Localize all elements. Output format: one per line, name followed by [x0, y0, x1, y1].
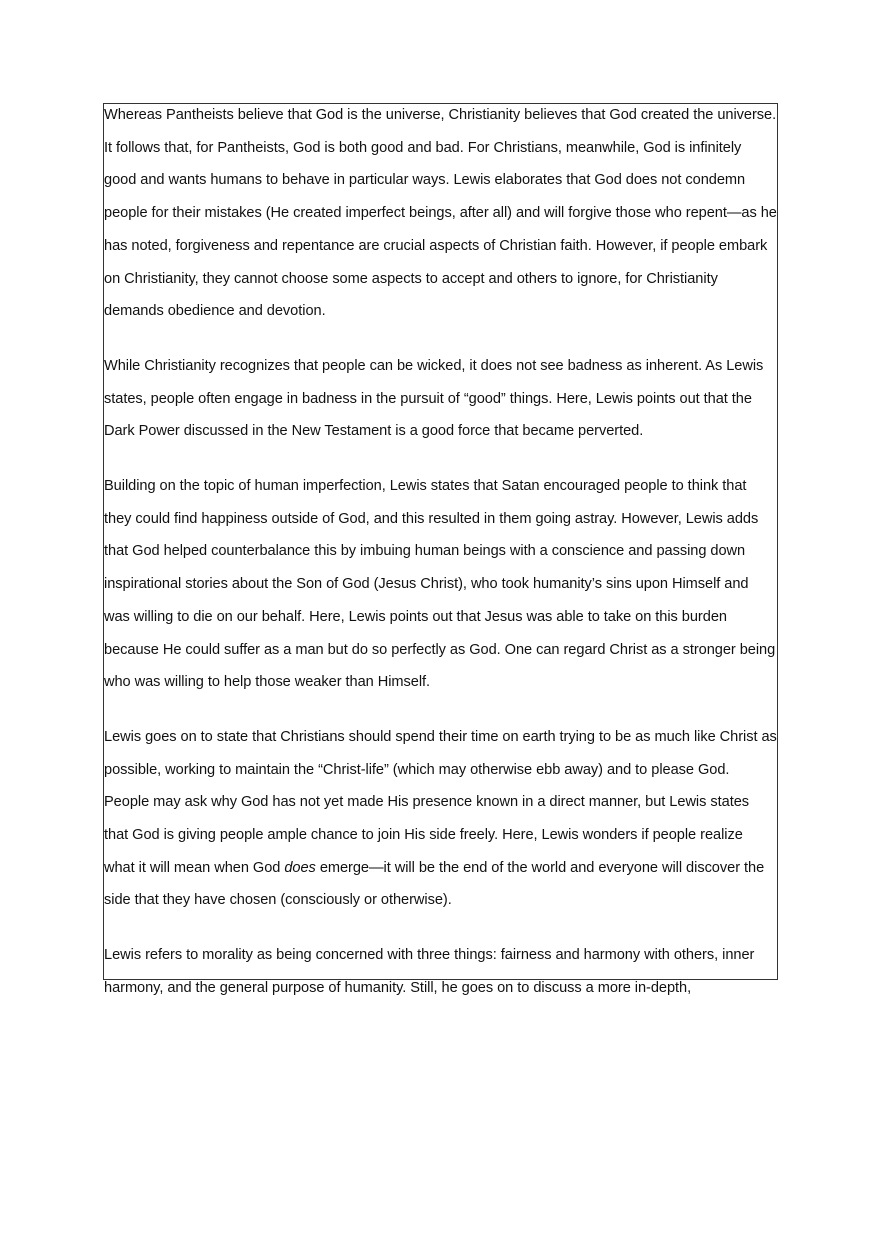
paragraph-christ-life	[104, 721, 777, 917]
paragraph-human-imperfection: Building on the topic of human imperfection, Lewis states that Satan encouraged people to think that they could find happiness outside of God, and this resulted in them going astray. However, Lewis adds that God helped counterbalance this by imbuing human beings with a conscience and passing down inspirational stories about the Son of God (Jesus Christ), who took humanity’s sins upon Himself and was willing to die on our behalf. Here, Lewis points out that Jesus was able to take on this burden because He could suffer as a man but do so perfectly as God. One can regard Christ as a stronger being who was willing to help those weaker than Himself.	[104, 478, 776, 691]
document-text-frame	[103, 103, 778, 996]
frame-bottom-rule	[103, 979, 778, 980]
paragraph-pantheism: Whereas Pantheists believe that God is the universe, Christianity believes that God created the universe. It follows that, for Pantheists, God is both good and bad. For Christians, meanwhile, God is infinitely good and wants humans to behave in particular ways. Lewis elaborates that God does not condemn people for their mistakes (He created imperfect beings, after all) and will forgive those who repent—as he has noted, forgiveness and repentance are crucial aspects of Christian faith. However, if people embark on Christianity, they cannot choose some aspects to accept and others to ignore, for Christianity demands obedience and devotion.	[104, 107, 777, 320]
paragraph-christ-life-end: emerge—it will be the end of the world and everyone will discover the side that they have chosen (consciously or otherwise).	[104, 859, 765, 909]
paragraph-christ-life-emphasis: does	[284, 859, 316, 876]
paragraph-christ-life-start: Lewis goes on to state that Christians should spend their time on earth trying to be as much like Christ as possible, working to maintain the “Christ-life” (which may otherwise ebb away) and to please God. People may ask why God has not yet made His presence known in a direct manner, but Lewis states that God is giving people ample chance to join His side freely. Here, Lewis wonders if people realize what it will mean when God	[104, 728, 777, 876]
paragraph-morality: Lewis refers to morality as being concerned with three things: fairness and harmony with others, inner harmony, and the general purpose of humanity. Still, he goes on to discuss a more in-depth,	[104, 947, 755, 996]
paragraph-badness: While Christianity recognizes that people can be wicked, it does not see badness as inherent. As Lewis states, people often engage in badness in the pursuit of “good” things. Here, Lewis points out that the Dark Power discussed in the New Testament is a good force that became perverted.	[104, 357, 764, 440]
